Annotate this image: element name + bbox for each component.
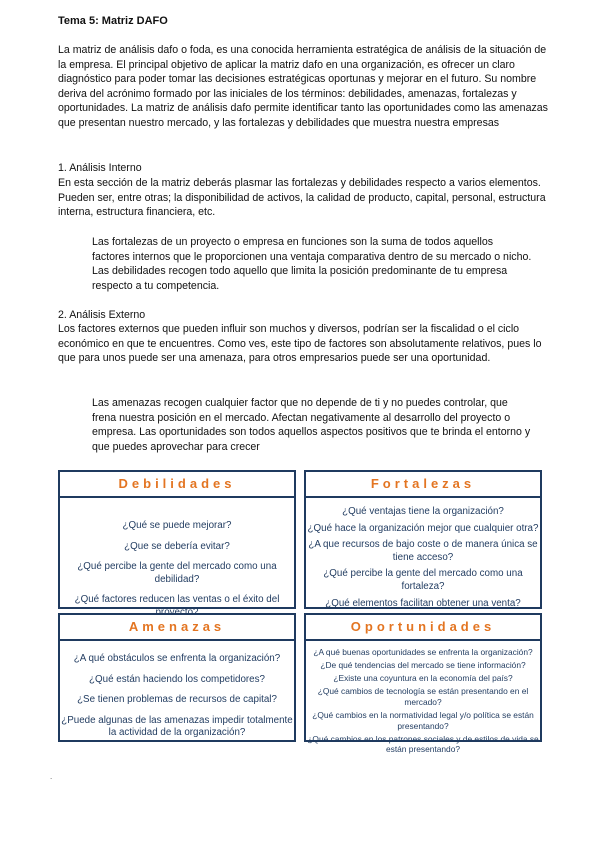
external-body: Los factores externos que pueden influir son muchos y diversos, podrían ser la fiscalidad o el ciclo económico en que te encuentres. Como ves, este tipo de factores son absolutamente relativos, pues lo que para unos puede ser una amenaza, para otros empresarios puede ser una oportunidad. (58, 323, 542, 365)
question-item: ¿Que se debería evitar? (124, 540, 230, 552)
page-title: Tema 5: Matriz DAFO (58, 15, 168, 27)
internal-heading: 1. Análisis Interno (58, 162, 142, 174)
question-item: ¿Qué están haciendo los competidores? (89, 673, 265, 685)
fortalezas-list (306, 498, 540, 610)
question-item: ¿Puede algunas de las amenazas impedir totalmente la actividad de la organización? (61, 714, 293, 739)
oportunidades-list (306, 641, 540, 755)
question-item: ¿Qué percibe la gente del mercado como una fortaleza? (323, 568, 523, 592)
fortalezas-title: Fortalezas (306, 472, 540, 498)
question-item: ¿Existe una coyuntura en la economía del país? (333, 673, 513, 684)
question-item: ¿Se tienen problemas de recursos de capital? (77, 694, 277, 706)
question-item: ¿A qué obstáculos se enfrenta la organización? (73, 653, 281, 664)
intro-paragraph: La matriz de análisis dafo o foda, es una conocida herramienta estratégica de análisis de la situación de la empresa. El principal objetivo de aplicar la matriz dafo en una organización, es ofrecer un claro diagnóstico para poder tomar las decisiones estratégicas oportunas y mejorar en el futuro. Su nombre deriva del acrónimo formado por las iniciales de los términos: debilidades, amenazas, fortalezas y oportunidades. La matriz de análisis dafo permite identificar tanto las oportunidades como las amenazas que presentan nuestro mercado, y las fortalezas y debilidades que muestra nuestra empresas (58, 44, 548, 129)
internal-body: En esta sección de la matriz deberás plasmar las fortalezas y debilidades respecto a varios elementos. Pueden ser, entre otras; la disponibilidad de activos, la calidad de producto, capital, personal, estructura interna, estructura financiera, etc. (58, 177, 546, 219)
question-item: ¿Qué elementos facilitan obtener una venta? (325, 597, 521, 609)
external-heading: 2. Análisis Externo (58, 309, 146, 321)
amenazas-list (60, 641, 294, 740)
question-item: ¿Qué se puede mejorar? (122, 520, 232, 531)
quadrant-debilidades (58, 470, 296, 609)
amenazas-title: Amenazas (60, 615, 294, 641)
internal-quote: Las fortalezas de un proyecto o empresa en funciones son la suma de todos aquellos factores internos que le proporcionen una ventaja comparativa dentro de su mercado o nicho. Las debilidades recogen todo aquello que limita la posición predominante de tu empresa respecto a tu competencia. (92, 236, 532, 292)
quadrant-fortalezas (304, 470, 542, 609)
dafo-matrix (58, 470, 542, 755)
question-item: ¿Qué cambios en los patrones sociales y de estilos de vida se están presentando? (307, 733, 539, 755)
question-item: ¿De qué tendencias del mercado se tiene información? (320, 660, 526, 671)
question-item: ¿Qué percibe la gente del mercado como una debilidad? (77, 561, 277, 585)
debilidades-list (60, 498, 294, 620)
question-item: ¿A qué buenas oportunidades se enfrenta la organización? (313, 647, 533, 657)
footer-mark: . (50, 772, 53, 781)
debilidades-title: Debilidades (60, 472, 294, 498)
quadrant-oportunidades (304, 613, 542, 755)
question-item: ¿A que recursos de bajo coste o de manera única se tiene acceso? (308, 539, 538, 563)
question-item: ¿Qué factores reducen las ventas o el éxito del (74, 594, 280, 606)
question-item: ¿Qué cambios en la normatividad legal y/o política se están presentando? (312, 709, 534, 731)
question-item: ¿Qué ventajas tiene la organización? (342, 506, 504, 517)
oportunidades-title: Oportunidades (306, 615, 540, 641)
external-quote: Las amenazas recogen cualquier factor que no depende de ti y no puedes controlar, que frena nuestra posición en el mercado. Afectan negativamente al desarrollo del proyecto o empresa. Las oportunidades son todos aquellos aspectos positivos que te brinda el entorno y que puedes aprovechar para crecer (92, 397, 531, 453)
question-item: ¿Qué hace la organización mejor que cualquier otra? (307, 522, 539, 534)
quadrant-amenazas (58, 613, 296, 742)
question-item: ¿Qué cambios de tecnología se están presentando en el mercado? (317, 686, 529, 707)
